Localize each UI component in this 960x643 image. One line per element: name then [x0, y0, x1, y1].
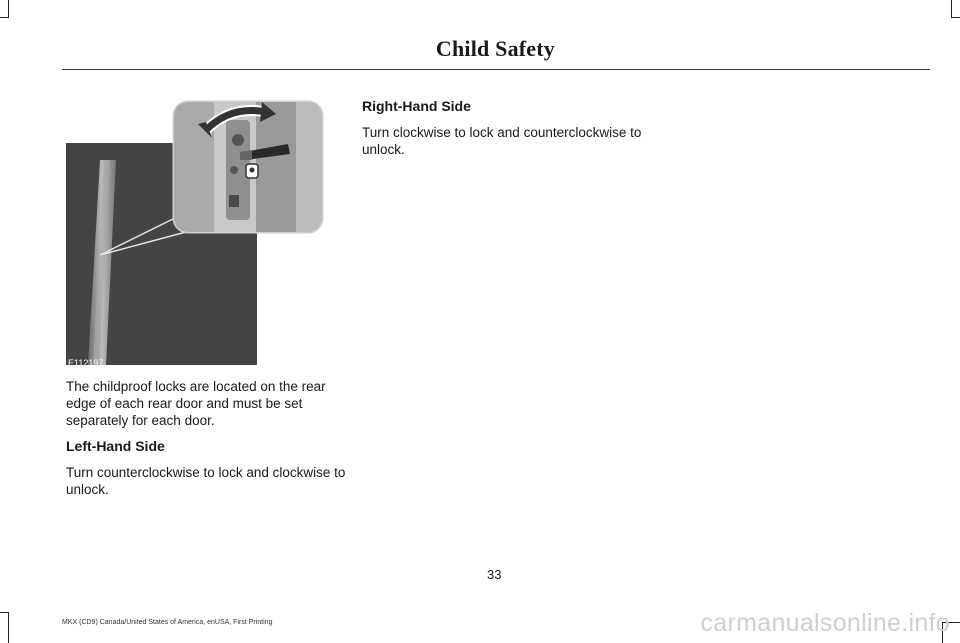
crop-mark-top-right-v: [951, 0, 952, 18]
crop-mark-bottom-left-h: [0, 612, 9, 613]
childproof-lock-illustration: [66, 100, 356, 370]
left-hand-text: Turn counterclockwise to lock and clockwise to unlock.: [66, 465, 346, 497]
footer-edition: MKX (CD9) Canada/United States of America, enUSA, First Printing: [62, 619, 273, 626]
right-hand-heading: Right-Hand Side: [362, 98, 471, 114]
crop-mark-top-right-h: [951, 17, 960, 18]
crop-mark-top-left-v: [8, 0, 9, 18]
left-hand-heading: Left-Hand Side: [66, 438, 165, 454]
intro-paragraph: The childproof locks are located on the rear edge of each rear door and must be set separately for each door.: [66, 379, 326, 428]
right-hand-text: Turn clockwise to lock and counterclockwise to unlock.: [362, 125, 642, 157]
crop-mark-bottom-left-v: [8, 612, 9, 643]
crop-mark-top-left-h: [0, 17, 9, 18]
header-rule: [62, 69, 930, 70]
page-number: 33: [487, 567, 502, 582]
figure-code: E112197: [68, 358, 104, 368]
watermark: carmanualsonline.info: [700, 609, 950, 637]
page-title: Child Safety: [435, 36, 555, 61]
